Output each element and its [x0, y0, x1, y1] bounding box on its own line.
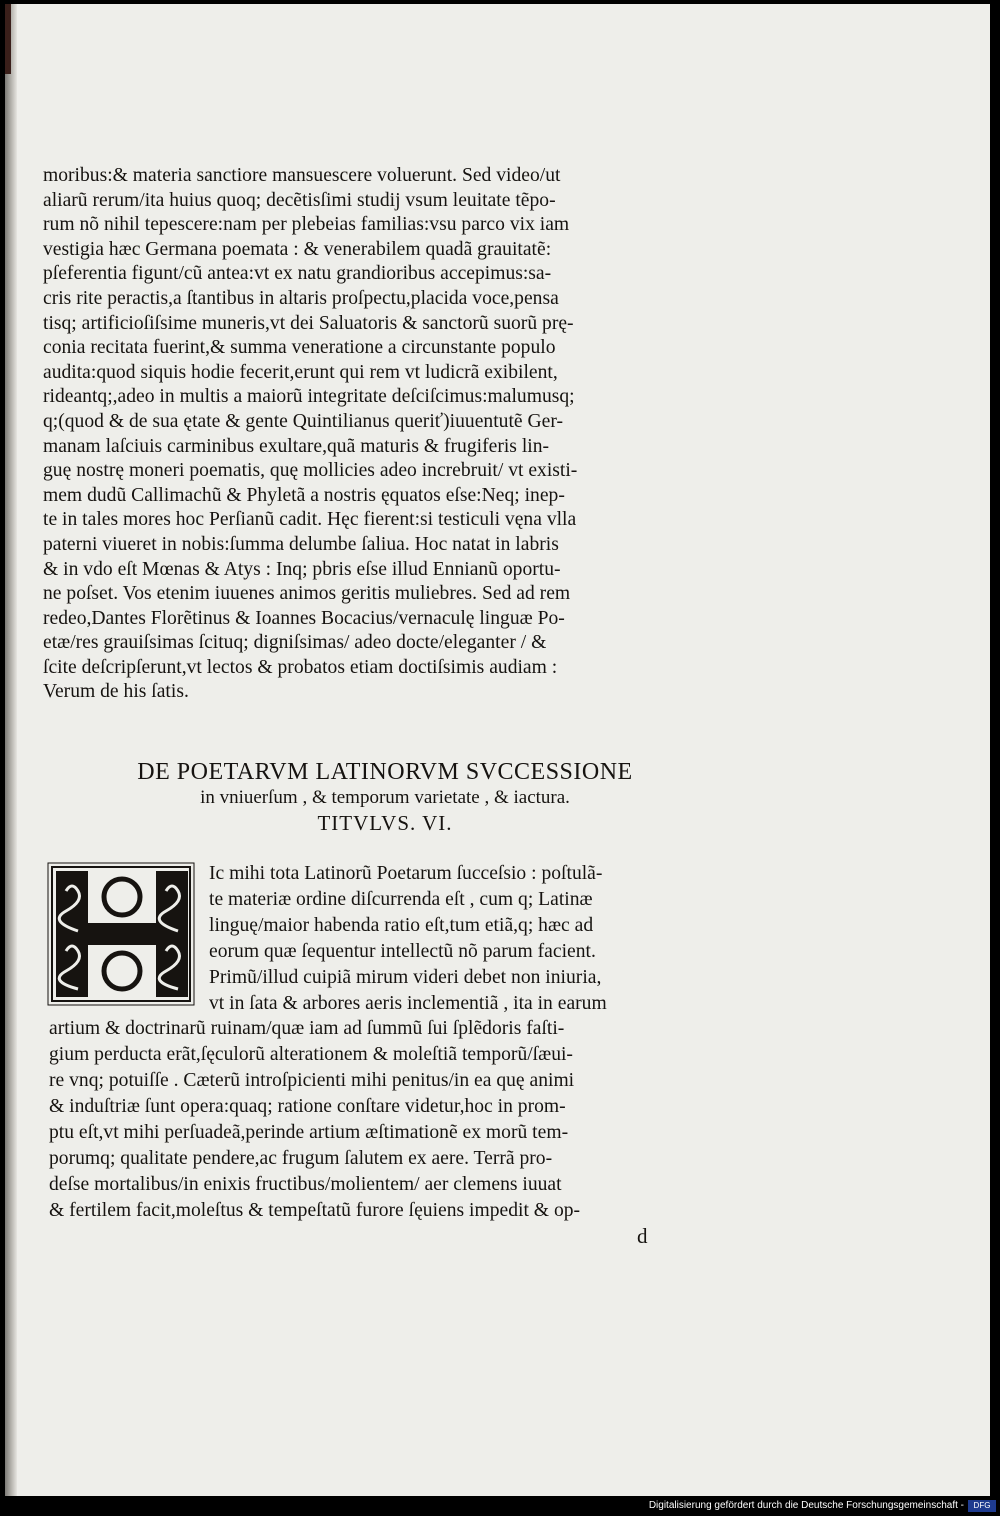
text-line: audita:quod siquis hodie fecerit,erunt qui rem vt ludicrã exibilent, — [43, 361, 558, 383]
text-line: rum nõ nihil tepescere:nam per plebeias familias:vsu parco vix iam — [43, 214, 570, 236]
text-line: re vnq; potuiſſe . Cæterũ introſpicienti mihi penitus/in ea quę animi — [49, 1070, 575, 1092]
dfg-logo: DFG — [968, 1500, 996, 1512]
text-line: redeo,Dantes Florẽtinus & Ioannes Bocacius/vernaculę linguæ Po- — [43, 607, 565, 629]
text-line: manam laſciuis carminibus exultare,quã maturis & frugiferis lin- — [43, 435, 550, 457]
heading-line-1: DE POETARVM LATINORVM SVCCESSIONE — [137, 759, 633, 785]
heading-line-3: TITVLVS. VI. — [317, 811, 453, 835]
footer-credit: Digitalisierung gefördert durch die Deutsche Forschungsgemeinschaft - — [648, 1500, 964, 1511]
text-line: & induſtriæ ſunt opera:quaq; ratione conſtare videtur,hoc in prom- — [49, 1096, 566, 1118]
page-binding-shadow — [5, 4, 17, 1496]
text-line: & in vdo eſt Mœnas & Atys : Inq; pbris eſse illud Ennianũ oportu- — [43, 558, 561, 580]
text-line: moribus:& materia sanctiore mansuescere voluerunt. Sed video/ut — [43, 165, 561, 186]
text-line: paterni viueret in nobis:ſumma delumbe ſaliua. Hoc natat in labris — [43, 533, 559, 555]
text-line: tisq; artificioſiſsime muneris,vt dei Saluatoris & sanctorũ suorũ prę- — [43, 312, 574, 334]
chapter-heading — [35, 758, 735, 836]
text-line: deſse mortalibus/in enixis fructibus/molientem/ aer clemens iuuat — [49, 1173, 562, 1195]
text-line: ptu eſt,vt mihi perſuadeã,perinde artium æſtimationẽ ex morũ tem- — [49, 1122, 569, 1144]
body-text — [43, 164, 713, 705]
text-line: conia recitata fuerint,& summa veneratione a circunstante populo — [43, 337, 556, 359]
text-line: q;(quod & de sua ętate & gente Quintilianus queriť)iuuentutẽ Ger- — [43, 410, 563, 432]
text-line: rideantq;,adeo in multis a maiorũ integritate deſciſcimus:malumusq; — [43, 386, 575, 408]
text-line: guę nostrę moneri poematis, quę mollicies adeo increbruit/ vt existi- — [43, 460, 578, 482]
signature-mark: d — [637, 1224, 648, 1248]
text-line: mem dudũ Callimachũ & Phyletã a nostris ęquatos eſse:Neq; inep- — [43, 484, 565, 506]
text-line: gium perducta erãt,ſęculorũ alterationem & moleſtiã temporũ/ſæui- — [49, 1044, 573, 1066]
book-page — [5, 4, 990, 1496]
text-line: & fertilem facit,moleſtus & tempeſtatũ furore ſęuiens impedit & op- — [49, 1199, 581, 1221]
text-line: eorum quæ ſequentur intellectũ nõ parum facient. — [209, 940, 596, 962]
text-line: porumq; qualitate pendere,ac frugum ſalutem ex aere. Terrã pro- — [49, 1147, 553, 1169]
heading-line-2: in vniuerſum , & temporum varietate , & iactura. — [200, 787, 570, 808]
text-line: vestigia hæc Germana poemata : & venerabilem quadã grauitatẽ: — [43, 238, 552, 260]
chapter-text — [49, 861, 719, 1224]
text-line: te in tales mores hoc Perſianũ cadit. Hęc fierent:si testiculi vęna vlla — [43, 509, 577, 531]
text-line: aliarũ rerum/ita huius quoq; decẽtisſimi studij vsum leuitate tẽpo- — [43, 189, 556, 211]
text-line: vt in ſata & arbores aeris inclementiã , ita in earum — [209, 992, 607, 1014]
text-line: linguę/maior habenda ratio eſt,tum etiã,q; hæc ad — [209, 914, 594, 936]
text-line: ſcite deſcripſerunt,vt lectos & probatos etiam doctiſsimis audiam : — [43, 656, 558, 678]
text-line: pſeferentia figunt/cũ antea:vt ex natu grandioribus accepimus:sa- — [43, 263, 552, 285]
text-line: etæ/res grauiſsimas ſcituq; digniſsimas/ adeo docte/eleganter / & — [43, 632, 547, 654]
text-line: Primũ/illud cuipiã mirum videri debet non iniuria, — [209, 966, 602, 988]
text-line: artium & doctrinarũ ruinam/quæ iam ad ſummũ ſui ſplẽdoris faſti- — [49, 1018, 565, 1040]
text-line: Ic mihi tota Latinorũ Poetarum ſucceſsio : poſtulã- — [209, 863, 603, 884]
text-line: cris rite peractis,a ſtantibus in altaris proſpectu,placida voce,pensa — [43, 287, 559, 309]
binding-tab — [5, 4, 11, 74]
text-line: Verum de his ſatis. — [43, 681, 189, 703]
text-line: te materiæ ordine diſcurrenda eſt , cum q; Latinæ — [209, 888, 593, 910]
text-line: ne poſset. Vos etenim iuuenes animos geritis muliebres. Sed ad rem — [43, 583, 571, 605]
